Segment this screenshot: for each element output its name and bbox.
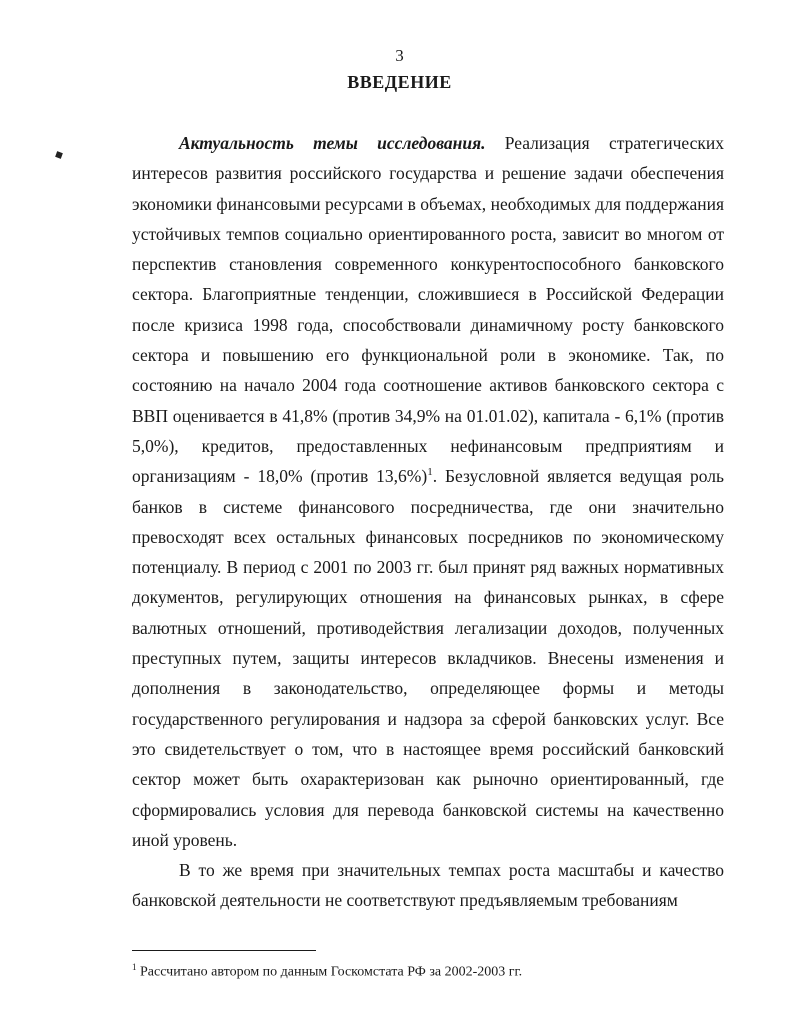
paragraph-text-continued: . Безусловной является ведущая роль банков в системе финансового посредничества, где они значительно превосходят всех остальных финансовых посредников по экономическому потенциалу. В период с 2001 по 2003 гг. был принят ряд важных нормативных документов, регулирующих отношения на финансовых рынках, в сфере валютных отношений, противодействия легализации доходов, полученных преступных путем, защиты интересов вкладчиков. Внесены изменения и дополнения в законодательство, определяющее формы и методы государственного регулирования и надзора за сферой банковских услуг. Все это свидетельствует о том, что в настоящее время российский банковский сектор может быть охарактеризован как рыночно ориентированный, где сформировались условия для перевода банковской системы на качественно иной уровень.	[132, 466, 724, 850]
paragraph-lead: Актуальность темы исследования.	[179, 133, 486, 153]
scan-artifact-mark	[55, 151, 63, 159]
paragraph-second: В то же время при значительных темпах роста масштабы и качество банковской деятельности не соответствуют предъявляемым требованиям	[132, 860, 724, 911]
footnote-marker: 1	[132, 962, 137, 972]
footnote-text: Рассчитано автором по данным Госкомстата РФ за 2002-2003 гг.	[136, 964, 523, 980]
section-heading: ВВЕДЕНИЕ	[347, 72, 452, 92]
page-number: 3	[395, 46, 404, 65]
footnote	[132, 957, 732, 983]
paragraph-relevance	[132, 128, 724, 855]
footnote-divider	[132, 950, 316, 951]
paragraph-text: Реализация стратегических интересов развития российского государства и решение задачи обеспечения экономики финансовыми ресурсами в объемах, необходимых для поддержания устойчивых темпов социально ориентированного роста, зависит во многом от перспектив становления современного конкурентоспособного банковского сектора. Благоприятные тенденции, сложившиеся в Российской Федерации после кризиса 1998 года, способствовали динамичному росту банковского сектора и повышению его функциональной роли в экономике. Так, по состоянию на начало 2004 года соотношение активов банковского сектора с ВВП оценивается в 41,8% (против 34,9% на 01.01.02), капитала - 6,1% (против 5,0%), кредитов, предоставленных нефинансовым предприятиям и организациям - 18,0% (против 13,6%)	[132, 133, 724, 487]
body-text	[132, 128, 724, 916]
footnote-reference: 1	[427, 466, 433, 479]
